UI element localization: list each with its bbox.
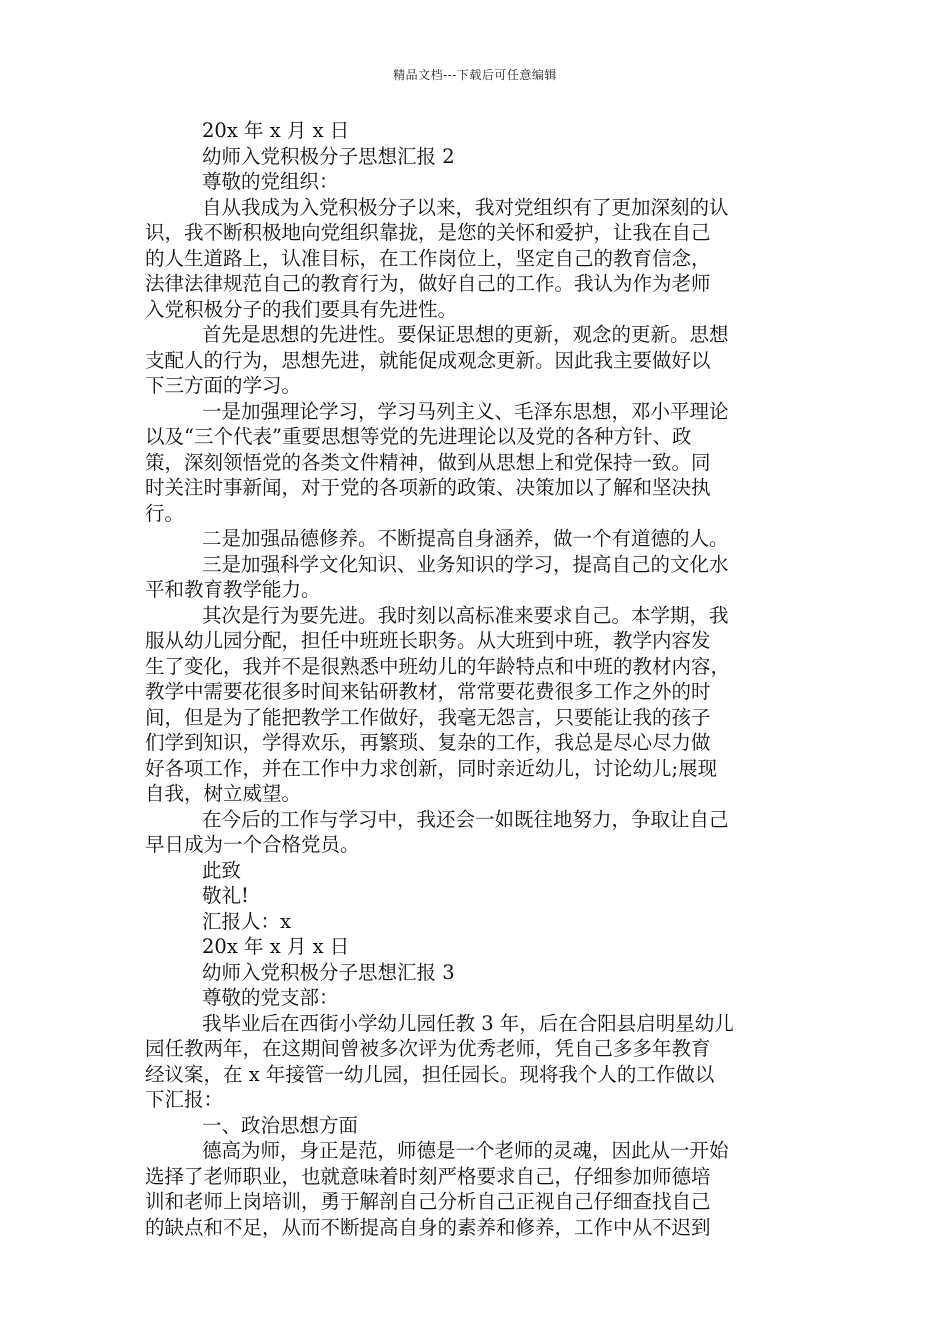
text-line: 以及“三个代表”重要思想等党的先进理论以及党的各种方针、政 [145, 425, 692, 448]
text-line: 20x 年 x 月 x 日 [202, 935, 350, 958]
text-line: 首先是思想的先进性。要保证思想的更新，观念的更新。思想 [202, 323, 729, 346]
text-line: 的缺点和不足，从而不断提高自身的素养和修养，工作中从不迟到 [145, 1215, 711, 1239]
text-line: 下汇报： [145, 1088, 224, 1111]
text-line: 我毕业后在西街小学幼儿园任教 3 年，后在合阳县启明星幼儿 [202, 1011, 734, 1035]
text-line: 尊敬的党支部： [202, 986, 339, 1009]
text-line: 的人生道路上，认准目标，在工作岗位上，坚定自己的教育信念， [145, 246, 711, 270]
text-line: 选择了老师职业，也就意味着时刻严格要求自己，仔细参加师德培 [145, 1164, 711, 1188]
text-line: 三是加强科学文化知识、业务知识的学习，提高自己的文化水 [202, 552, 729, 576]
text-line: 服从幼儿园分配，担任中班班长职务。从大班到中班，教学内容发 [145, 629, 711, 652]
text-line: 20x 年 x 月 x 日 [202, 119, 350, 142]
text-line: 们学到知识，学得欢乐，再繁琐、复杂的工作，我总是尽心尽力做 [145, 731, 711, 754]
text-line: 幼师入党积极分子思想汇报 2 [202, 144, 455, 168]
text-line: 在今后的工作与学习中，我还会一如既往地努力，争取让自己 [202, 807, 729, 831]
text-line: 二是加强品德修养。不断提高自身涵养，做一个有道德的人。 [202, 527, 729, 550]
text-line: 其次是行为要先进。我时刻以高标准来要求自己。本学期，我 [202, 603, 729, 627]
text-line: 教学中需要花很多时间来钻研教材，常常要花费很多工作之外的时 [145, 680, 711, 703]
text-line: 训和老师上岗培训，勇于解剖自己分析自己正视自己仔细查找自己 [145, 1190, 711, 1213]
text-line: 幼师入党积极分子思想汇报 3 [202, 960, 455, 984]
text-line: 经议案，在 x 年接管一幼儿园，担任园长。现将我个人的工作做以 [145, 1062, 715, 1086]
text-line: 汇报人：x [202, 909, 291, 933]
text-line: 生了变化，我并不是很熟悉中班幼儿的年龄特点和中班的教材内容， [145, 654, 731, 678]
text-line: 德高为师，身正是范，师德是一个老师的灵魂，因此从一开始 [202, 1139, 729, 1162]
text-line: 行。 [145, 501, 185, 525]
text-line: 下三方面的学习。 [145, 374, 302, 397]
text-line: 间，但是为了能把教学工作做好，我毫无怨言，只要能让我的孩子 [145, 705, 711, 729]
page-header: 精品文档---下载后可任意编辑 [393, 68, 557, 82]
text-line: 策，深刻领悟党的各类文件精神，做到从思想上和党保持一致。同 [145, 450, 711, 474]
text-line: 自从我成为入党积极分子以来，我对党组织有了更加深刻的认 [202, 195, 729, 219]
text-line: 入党积极分子的我们要具有先进性。 [145, 297, 458, 321]
text-line: 法律法律规范自己的教育行为，做好自己的工作。我认为作为老师 [145, 272, 711, 295]
text-line: 识，我不断积极地向党组织靠拢，是您的关怀和爱护，让我在自己 [145, 221, 711, 244]
text-line: 一、政治思想方面 [202, 1113, 359, 1137]
text-line: 园任教两年，在这期间曾被多次评为优秀老师，凭自己多多年教育 [145, 1037, 711, 1060]
text-line: 好各项工作，并在工作中力求创新，同时亲近幼儿，讨论幼儿;展现 [145, 756, 718, 780]
text-line: 早日成为一个合格党员。 [145, 833, 360, 856]
document-body [145, 118, 825, 1240]
text-line: 支配人的行为，思想先进，就能促成观念更新。因此我主要做好以 [145, 348, 711, 372]
text-line: 尊敬的党组织： [202, 170, 339, 193]
text-line: 敬礼! [202, 884, 249, 907]
text-line: 自我，树立威望。 [145, 782, 302, 805]
text-line: 此致 [202, 858, 242, 882]
text-line: 平和教育教学能力。 [145, 578, 321, 601]
text-line: 时关注时事新闻，对于党的各项新的政策、决策加以了解和坚决执 [145, 476, 711, 499]
text-line: 一是加强理论学习，学习马列主义、毛泽东思想，邓小平理论 [202, 399, 729, 423]
